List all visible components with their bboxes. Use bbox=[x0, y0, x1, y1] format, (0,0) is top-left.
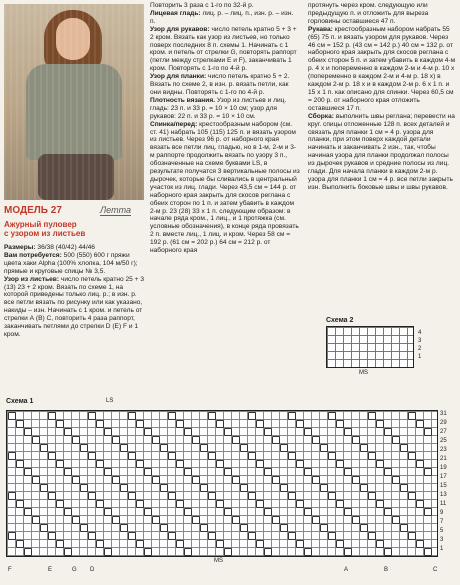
stitch-symbol bbox=[88, 412, 96, 420]
stitch-symbol bbox=[192, 436, 200, 444]
stitch-symbol bbox=[296, 540, 304, 548]
stitch-symbol bbox=[208, 532, 216, 540]
stitch-symbol bbox=[144, 468, 152, 476]
stitch-symbol bbox=[264, 548, 272, 556]
stitch-symbol bbox=[320, 524, 328, 532]
sleeves-label: Рукава: bbox=[308, 25, 333, 33]
stitch-symbol bbox=[208, 412, 216, 420]
stitch-symbol bbox=[16, 460, 24, 468]
stitch-symbol bbox=[408, 452, 416, 460]
assembly-block bbox=[308, 113, 456, 192]
stitch-symbol bbox=[368, 532, 376, 540]
stitch-symbol bbox=[64, 428, 72, 436]
stitch-symbol bbox=[136, 500, 144, 508]
stitch-symbol bbox=[8, 492, 16, 500]
stitch-symbol bbox=[168, 532, 176, 540]
stitch-symbol bbox=[96, 420, 104, 428]
schema-2-row: 4 bbox=[418, 330, 422, 336]
stitch-symbol bbox=[424, 468, 432, 476]
stitch-symbol bbox=[176, 420, 184, 428]
stitch-symbol bbox=[280, 484, 288, 492]
stitch-symbol bbox=[240, 524, 248, 532]
stitch-symbol bbox=[104, 548, 112, 556]
schema-2-title: Схема 2 bbox=[326, 317, 354, 324]
schema-1-row: 9 bbox=[440, 510, 444, 516]
stitch-symbol bbox=[360, 444, 368, 452]
stitch-symbol bbox=[384, 508, 392, 516]
stitch-symbol bbox=[72, 516, 80, 524]
stitch-symbol bbox=[120, 524, 128, 532]
stitch-symbol bbox=[328, 492, 336, 500]
repeat-text: Повторить 3 раза с 1-го по 32-й р. bbox=[150, 2, 254, 9]
stitch-symbol bbox=[128, 412, 136, 420]
stitch-symbol bbox=[416, 460, 424, 468]
stitch-symbol bbox=[64, 548, 72, 556]
stitch-symbol bbox=[8, 532, 16, 540]
stitch-symbol bbox=[176, 540, 184, 548]
sleeve-pattern-label: Узор для рукавов: bbox=[150, 25, 210, 33]
stitch-symbol bbox=[144, 508, 152, 516]
stitch-symbol bbox=[344, 468, 352, 476]
stitch-symbol bbox=[296, 460, 304, 468]
stitch-symbol bbox=[408, 412, 416, 420]
schema-1-grid bbox=[6, 410, 438, 557]
column-left bbox=[4, 205, 146, 339]
stitch-symbol bbox=[104, 428, 112, 436]
stitch-symbol bbox=[328, 452, 336, 460]
schema-1-ms-label: MS bbox=[214, 558, 223, 564]
stitch-symbol bbox=[328, 532, 336, 540]
schema-1-row: 15 bbox=[440, 483, 447, 489]
schema-1-row: 31 bbox=[440, 411, 447, 417]
stitch-symbol bbox=[168, 492, 176, 500]
stitch-symbol bbox=[48, 492, 56, 500]
stitch-symbol bbox=[232, 476, 240, 484]
stitch-symbol bbox=[296, 500, 304, 508]
stitch-symbol bbox=[216, 420, 224, 428]
schema-1-row: 21 bbox=[440, 456, 447, 462]
plank-pattern-text: число петель кратно 5 + 2. Вязать по схеме 2, в изн. р. вязать петли, как они видны. Повторять с 1-го по 4-й р. bbox=[150, 73, 290, 96]
back-front-block bbox=[150, 121, 300, 255]
stitch-symbol bbox=[400, 484, 408, 492]
sizes-block bbox=[4, 244, 146, 252]
arrow-label-f: F bbox=[8, 567, 12, 573]
stitch-symbol bbox=[376, 500, 384, 508]
stitch-symbol bbox=[384, 468, 392, 476]
stitch-symbol bbox=[48, 532, 56, 540]
title-line-1: Ажурный пуловер bbox=[4, 220, 77, 229]
stitch-symbol bbox=[248, 532, 256, 540]
schema-1-row: 23 bbox=[440, 447, 447, 453]
stitch-symbol bbox=[216, 460, 224, 468]
stitch-symbol bbox=[280, 524, 288, 532]
model-photo bbox=[4, 4, 144, 200]
stitch-symbol bbox=[272, 476, 280, 484]
stitch-symbol bbox=[248, 412, 256, 420]
stitch-symbol bbox=[104, 508, 112, 516]
stitch-symbol bbox=[104, 468, 112, 476]
stitch-symbol bbox=[424, 428, 432, 436]
sleeve-pattern-text: число петель кратно 5 + 3 + 2 кром. Вязать как узор из листьев, но только поверх последних 8 п. схемы 1. Начинать с 1 кром. и петель от стрелки G, повторять раппорт (петли между стрелками Е и F), заканчивать 1 кром. Повторять с 1-го по 4-й р. bbox=[150, 25, 297, 73]
stitch-symbol bbox=[56, 500, 64, 508]
stitch-symbol bbox=[16, 500, 24, 508]
stitch-symbol bbox=[336, 500, 344, 508]
stitch-symbol bbox=[416, 420, 424, 428]
sleeves-block bbox=[308, 26, 456, 113]
stitch-symbol bbox=[184, 428, 192, 436]
stitch-symbol bbox=[376, 540, 384, 548]
stitch-symbol bbox=[32, 516, 40, 524]
stitch-symbol bbox=[152, 436, 160, 444]
arrow-label-g: G bbox=[72, 567, 77, 573]
stitch-symbol bbox=[40, 444, 48, 452]
stitch-symbol bbox=[312, 516, 320, 524]
brand-name: Летта bbox=[100, 205, 131, 215]
density-label: Плотность вязания. bbox=[150, 96, 216, 104]
schema-1-row: 11 bbox=[440, 501, 447, 507]
stitch-symbol bbox=[360, 484, 368, 492]
stitch-symbol bbox=[184, 548, 192, 556]
face-text: лиц. р. – лиц. п., изн. р. – изн. п. bbox=[150, 9, 294, 25]
stitch-symbol bbox=[288, 532, 296, 540]
stitch-symbol bbox=[352, 516, 360, 524]
stitch-symbol bbox=[128, 492, 136, 500]
stitch-symbol bbox=[8, 452, 16, 460]
sleeve-pattern-block bbox=[150, 26, 300, 73]
stitch-symbol bbox=[136, 460, 144, 468]
stitch-symbol bbox=[336, 420, 344, 428]
stitch-symbol bbox=[368, 492, 376, 500]
column-right bbox=[308, 2, 456, 192]
stitch-symbol bbox=[304, 548, 312, 556]
model-number: МОДЕЛЬ 27 bbox=[4, 205, 62, 216]
schema-1-row: 29 bbox=[440, 420, 447, 426]
stitch-symbol bbox=[392, 436, 400, 444]
stitch-symbol bbox=[32, 476, 40, 484]
stitch-symbol bbox=[120, 444, 128, 452]
arrow-label-e: E bbox=[48, 567, 53, 573]
stitch-symbol bbox=[136, 420, 144, 428]
assembly-text: выполнить швы реглана; перевести на круг. спицы отложенные 128 п. всех деталей и связать для планки 1 см = 4 р. узора для планки, при этом поверх каждой детали начинать и заканчивать 2 изн., так, чтобы начиная узора для планки продолжал полосы из дырочек рукавов и средние полосы из лиц. глади. Для начала планки в каждом 2-м р. узора для планки 1 см = 4 р. все петли закрыть изн. Выполнить боковые швы и швы рукавов. bbox=[308, 112, 455, 191]
stitch-symbol bbox=[264, 508, 272, 516]
stitch-symbol bbox=[184, 508, 192, 516]
schema-2-row: 3 bbox=[418, 338, 422, 344]
schema-1-row: 25 bbox=[440, 438, 447, 444]
pattern-title bbox=[4, 220, 146, 238]
schema-1-row: 19 bbox=[440, 465, 447, 471]
stitch-symbol bbox=[384, 428, 392, 436]
stitch-symbol bbox=[112, 516, 120, 524]
stitch-symbol bbox=[336, 460, 344, 468]
title-line-2: с узором из листьев bbox=[4, 229, 86, 238]
leaf-pattern-label: Узор из листьев: bbox=[4, 275, 60, 283]
stitch-symbol bbox=[24, 428, 32, 436]
stitch-symbol bbox=[232, 516, 240, 524]
assembly-label: Сборка: bbox=[308, 112, 334, 120]
stitch-symbol bbox=[288, 452, 296, 460]
stitch-symbol bbox=[168, 412, 176, 420]
arrow-label-a: A bbox=[344, 567, 349, 573]
stitch-symbol bbox=[304, 468, 312, 476]
leaf-pattern-block bbox=[4, 276, 146, 339]
stitch-symbol bbox=[368, 452, 376, 460]
stitch-symbol bbox=[56, 420, 64, 428]
schema-2 bbox=[326, 317, 422, 376]
stitch-symbol bbox=[264, 428, 272, 436]
stitch-symbol bbox=[320, 484, 328, 492]
stitch-symbol bbox=[256, 540, 264, 548]
schema-2-row: 2 bbox=[418, 346, 422, 352]
schema-1-row-numbers bbox=[440, 410, 447, 554]
stitch-symbol bbox=[344, 428, 352, 436]
stitch-symbol bbox=[392, 516, 400, 524]
stitch-symbol bbox=[72, 436, 80, 444]
stitch-symbol bbox=[296, 420, 304, 428]
stitch-symbol bbox=[96, 460, 104, 468]
stitch-symbol bbox=[248, 492, 256, 500]
arrow-label-d: D bbox=[90, 567, 95, 573]
stitch-symbol bbox=[216, 540, 224, 548]
face-block bbox=[150, 10, 300, 26]
stitch-symbol bbox=[16, 420, 24, 428]
stitch-symbol bbox=[176, 500, 184, 508]
sizes-label: Размеры: bbox=[4, 244, 36, 251]
stitch-symbol bbox=[368, 412, 376, 420]
stitch-symbol bbox=[416, 500, 424, 508]
materials-label: Вам потребуется: bbox=[4, 251, 62, 259]
stitch-symbol bbox=[384, 548, 392, 556]
stitch-symbol bbox=[96, 540, 104, 548]
stitch-symbol bbox=[80, 524, 88, 532]
stitch-symbol bbox=[400, 524, 408, 532]
stitch-symbol bbox=[72, 476, 80, 484]
stitch-symbol bbox=[256, 420, 264, 428]
stitch-symbol bbox=[64, 468, 72, 476]
stitch-symbol bbox=[128, 532, 136, 540]
stitch-symbol bbox=[240, 444, 248, 452]
schema-1-row: 7 bbox=[440, 519, 444, 525]
stitch-symbol bbox=[248, 452, 256, 460]
stitch-symbol bbox=[168, 452, 176, 460]
stitch-symbol bbox=[48, 452, 56, 460]
stitch-symbol bbox=[408, 492, 416, 500]
schema-1-row: 27 bbox=[440, 429, 447, 435]
stitch-symbol bbox=[88, 532, 96, 540]
arrow-label-b: B bbox=[384, 567, 389, 573]
stitch-symbol bbox=[312, 436, 320, 444]
stitch-symbol bbox=[392, 476, 400, 484]
density-block bbox=[150, 97, 300, 121]
schema-2-row-numbers bbox=[418, 329, 421, 361]
stitch-symbol bbox=[224, 548, 232, 556]
stitch-symbol bbox=[160, 524, 168, 532]
stitch-symbol bbox=[232, 436, 240, 444]
stitch-symbol bbox=[200, 444, 208, 452]
stitch-symbol bbox=[88, 452, 96, 460]
stitch-symbol bbox=[424, 548, 432, 556]
stitch-symbol bbox=[24, 468, 32, 476]
stitch-symbol bbox=[120, 484, 128, 492]
stitch-symbol bbox=[40, 484, 48, 492]
stitch-symbol bbox=[208, 452, 216, 460]
stitch-symbol bbox=[32, 436, 40, 444]
schema-1-row: 1 bbox=[440, 546, 444, 552]
materials-block bbox=[4, 252, 146, 276]
stitch-symbol bbox=[272, 436, 280, 444]
stitch-symbol bbox=[272, 516, 280, 524]
stitch-symbol bbox=[264, 468, 272, 476]
stitch-symbol bbox=[128, 452, 136, 460]
stitch-symbol bbox=[344, 548, 352, 556]
stitch-symbol bbox=[160, 484, 168, 492]
stitch-symbol bbox=[8, 412, 16, 420]
stitch-symbol bbox=[224, 428, 232, 436]
stitch-symbol bbox=[24, 508, 32, 516]
stitch-symbol bbox=[56, 460, 64, 468]
stitch-symbol bbox=[280, 444, 288, 452]
schema-1-ls-label: LS bbox=[106, 398, 114, 404]
stitch-symbol bbox=[376, 420, 384, 428]
stitch-symbol bbox=[240, 484, 248, 492]
plank-pattern-label: Узор для планки: bbox=[150, 73, 207, 81]
stitch-symbol bbox=[152, 476, 160, 484]
schema-1-row: 17 bbox=[440, 474, 447, 480]
stitch-symbol bbox=[288, 492, 296, 500]
materials-text: 500 (550) 600 г пряжи цвета хаки Alpha (100% хлопка, 104 м/50 г); прямые и круговые спицы № 3,5. bbox=[4, 251, 138, 275]
stitch-symbol bbox=[184, 468, 192, 476]
stitch-symbol bbox=[224, 468, 232, 476]
stitch-symbol bbox=[152, 516, 160, 524]
sleeves-text: крестообразным набором набрать 55 (65) 75 п. и вязать узором для рукавов. Через 46 см = 152 р. (43 см = 142 р.) 40 см = 132 р. от наборного края закрыть для скосов реглана с обеих сторон 5 п. и затем убавить в каждом 4-м р. 4 х и попеременно в каждом 2-м и 4-м р. 10 х (попеременно в каждом 2-м и 4-м р. 18 х) в каждом 2-м р. 18 х и в каждом 2-м р. 6 х 1 п. и 15 х 1 п. как описано для спинки. Через 60,5 см = 200 р. от наборного края отложить оставшиеся 17 п. bbox=[308, 25, 456, 112]
stitch-symbol bbox=[424, 508, 432, 516]
density-text: Узор из листьев и лиц. гладь: 23 п. и 33 р. = 10 × 10 см; узор для рукавов: 22 п. и 33 р. = 10 × 10 см. bbox=[150, 96, 287, 120]
stitch-symbol bbox=[88, 492, 96, 500]
schema-1-title: Схема 1 bbox=[6, 398, 34, 405]
stitch-symbol bbox=[144, 428, 152, 436]
stitch-symbol bbox=[320, 444, 328, 452]
column-middle bbox=[150, 2, 300, 255]
stitch-symbol bbox=[80, 444, 88, 452]
stitch-symbol bbox=[312, 476, 320, 484]
stitch-symbol bbox=[24, 548, 32, 556]
schema-2-row: 1 bbox=[418, 354, 422, 360]
stitch-symbol bbox=[216, 500, 224, 508]
stitch-symbol bbox=[352, 476, 360, 484]
stitch-symbol bbox=[416, 540, 424, 548]
stitch-symbol bbox=[328, 412, 336, 420]
back-front-label: Спинка/перед: bbox=[150, 120, 198, 128]
stitch-symbol bbox=[408, 532, 416, 540]
arrow-label-c: C bbox=[433, 567, 438, 573]
neckline-text: протянуть через кром. следующую или предыдущую п. и отложить для выреза горловины оставшиеся 47 п. bbox=[308, 2, 429, 25]
schema-2-ms-label: MS bbox=[359, 370, 368, 376]
stitch-symbol bbox=[56, 540, 64, 548]
stitch-symbol bbox=[344, 508, 352, 516]
stitch-symbol bbox=[352, 436, 360, 444]
stitch-symbol bbox=[256, 500, 264, 508]
stitch-symbol bbox=[256, 460, 264, 468]
stitch-symbol bbox=[176, 460, 184, 468]
stitch-symbol bbox=[400, 444, 408, 452]
stitch-symbol bbox=[48, 412, 56, 420]
stitch-symbol bbox=[136, 540, 144, 548]
schema-1-row: 5 bbox=[440, 528, 444, 534]
stitch-symbol bbox=[224, 508, 232, 516]
plank-pattern-block bbox=[150, 73, 300, 97]
sizes-text: 36/38 (40/42) 44/46 bbox=[37, 244, 95, 251]
stitch-symbol bbox=[112, 476, 120, 484]
schema-2-grid bbox=[326, 326, 414, 368]
leaf-pattern-text-2: на которой приведены только лиц. р.; в изн. р. все петли вязать по рисунку или как указано, накиды – изн. Начинать с 1 кром. и петель от стрелки А (В) С, повторить 4 раза раппорт, заканчивать петлями до стрелки D (Е) F и 1 кром. bbox=[4, 283, 143, 338]
back-front-text: крестообразным набором (см. ст. 41) набрать 105 (115) 125 п. и вязать узором из листьев. Через 96 р. от наборного края вязать все петли лиц. гладью, но в 1-м, 2-м и 3-м раппорте продолжить вязать по узору 3 п., обозначенные на схеме буквами LS, в результате получатся 3 вертикальные полосы из дырочек, которые бы сливались в центральный участок из лиц. глади. Через 43,5 см = 144 р. от наборного края закрыть для скосов реглана с обеих сторон по 1 п. и затем убавить в каждом 2-м р. 23 (28) 33 х 1 п. следующим образом: в начале ряда кром., 1 лиц., и 1 протяжка (см. условные обозначения), в конце ряда провязать 2 п. вместе лиц., 1 лиц. и кром. Через 58 см = 192 р. (61 см = 202 р.) 64 см = 212 р. от наборного края bbox=[150, 120, 300, 255]
stitch-symbol bbox=[96, 500, 104, 508]
stitch-symbol bbox=[288, 412, 296, 420]
stitch-symbol bbox=[64, 508, 72, 516]
leaf-pattern-text-1: число петель кратно 25 + 3 (13) 23 + 2 кром. Вязать по схеме 1, bbox=[4, 275, 145, 291]
stitch-symbol bbox=[360, 524, 368, 532]
stitch-symbol bbox=[40, 524, 48, 532]
stitch-symbol bbox=[192, 476, 200, 484]
stitch-symbol bbox=[112, 436, 120, 444]
stitch-symbol bbox=[160, 444, 168, 452]
stitch-symbol bbox=[376, 460, 384, 468]
schema-1-row: 13 bbox=[440, 492, 447, 498]
photo-texture bbox=[4, 4, 144, 200]
schema-1 bbox=[6, 398, 456, 573]
schema-1-row: 3 bbox=[440, 537, 444, 543]
stitch-symbol bbox=[200, 484, 208, 492]
stitch-symbol bbox=[192, 516, 200, 524]
stitch-symbol bbox=[200, 524, 208, 532]
stitch-symbol bbox=[304, 428, 312, 436]
stitch-symbol bbox=[336, 540, 344, 548]
stitch-symbol bbox=[144, 548, 152, 556]
face-label: Лицевая гладь: bbox=[150, 9, 201, 17]
stitch-symbol bbox=[304, 508, 312, 516]
stitch-symbol bbox=[208, 492, 216, 500]
stitch-symbol bbox=[80, 484, 88, 492]
stitch-symbol bbox=[16, 540, 24, 548]
